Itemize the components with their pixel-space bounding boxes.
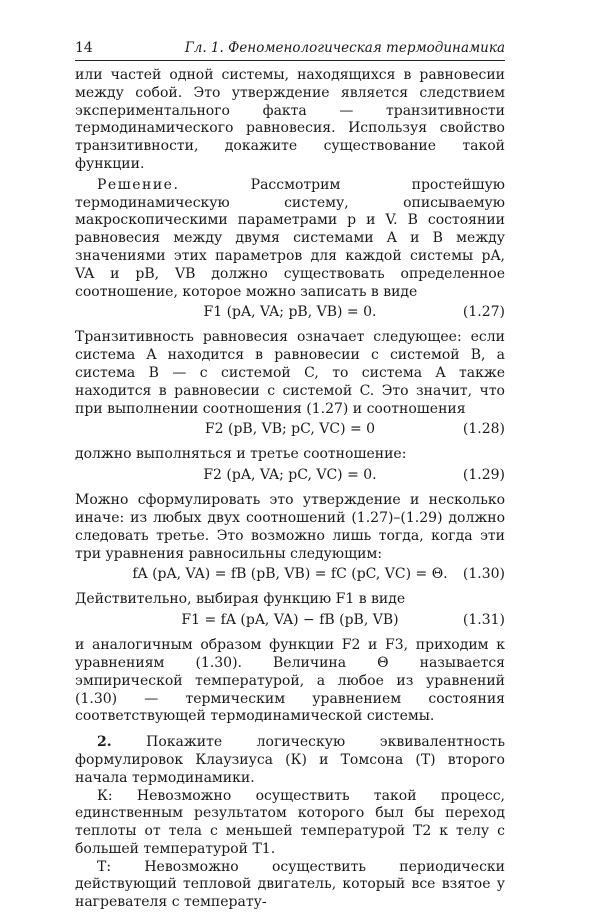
thomson-statement: Т: Невозможно осуществить периодически действующий тепловой двигатель, который все взятое у нагревателя с температу-: [75, 858, 505, 911]
equation-1-28: [75, 421, 505, 443]
equation-formula: fA (pA, VA) = fB (pB, VB) = fC (pC, VC) = Θ.: [132, 566, 448, 583]
clausius-statement: К: Невозможно осуществить такой процесс, единственным результатом которого был бы переход теплоты от тела с меньшей температурой T2 к телу с большей температурой T1.: [75, 787, 505, 857]
equation-number: (1.30): [462, 566, 505, 583]
equation-formula: F1 = fA (pA, VA) − fB (pB, VB): [181, 612, 399, 629]
problem-number: 2.: [97, 734, 112, 751]
equation-formula: F1 (pA, VA; pB, VB) = 0.: [203, 304, 377, 321]
paragraph-transitivity: Транзитивность равновесия означает следующее: если система A находится в равновесии с системой B, а система B — с системой C, то система A также находится в равновесии с системой C. Это значит, что при выполнении соотношения (1.27) и соотношения: [75, 329, 505, 417]
paragraph-empirical-temperature: и аналогичным образом функции F2 и F3, приходим к уравнениям (1.30). Величина Θ называется эмпирической температурой, а любое из уравнений (1.30) — термическим уравнением состояния соответствующей термодинамической системы.: [75, 637, 505, 725]
paragraph-choose-function: Действительно, выбирая функцию F1 в виде: [75, 591, 406, 608]
problem-2: [75, 734, 505, 787]
equation-1-30: [75, 566, 505, 588]
equation-1-29: [75, 467, 505, 489]
equation-number: (1.29): [462, 467, 505, 484]
equation-number: (1.27): [462, 304, 505, 321]
solution-label: Решение.: [97, 176, 180, 193]
equation-1-27: [75, 304, 505, 326]
running-header: [75, 40, 505, 61]
equation-number: (1.31): [462, 612, 505, 629]
solution-paragraph: [75, 177, 505, 302]
equation-1-31: [75, 612, 505, 634]
page-number: 14: [75, 40, 93, 56]
paragraph-reformulation: Можно сформулировать это утверждение и несколько иначе: из любых двух соотношений (1.27)–(1.29) должно следовать третье. Это возможно лишь тогда, когда эти три уравнения равносильны следующим:: [75, 492, 505, 562]
equation-formula: F2 (pB, VB; pC, VC) = 0: [204, 421, 376, 438]
paragraph-continuation: или частей одной системы, находящихся в равновесии между собой. Это утверждение является следствием экспериментального факта — транзитивности термодинамического равновесия. Используя свойство транзитивности, докажите существование такой функции.: [75, 67, 505, 172]
page-body: [75, 67, 505, 912]
solution-text: Рассмотрим простейшую термодинамическую систему, описываемую макроскопическими параметрами p и V. В состоянии равновесия между двумя системами A и B между значениями этих параметров для каждой системы pA, VA и pB, VB должно существовать определенное соотношение, которое можно записать в виде: [75, 176, 505, 300]
equation-number: (1.28): [462, 421, 505, 438]
equation-formula: F2 (pA, VA; pC, VC) = 0.: [203, 467, 377, 484]
paragraph-third-relation: должно выполняться и третье соотношение:: [75, 446, 407, 463]
running-title: Гл. 1. Феноменологическая термодинамика: [184, 40, 505, 56]
problem-text: Покажите логическую эквивалентность формулировок Клаузиуса (К) и Томсона (Т) второго начала термодинамики.: [75, 734, 505, 786]
